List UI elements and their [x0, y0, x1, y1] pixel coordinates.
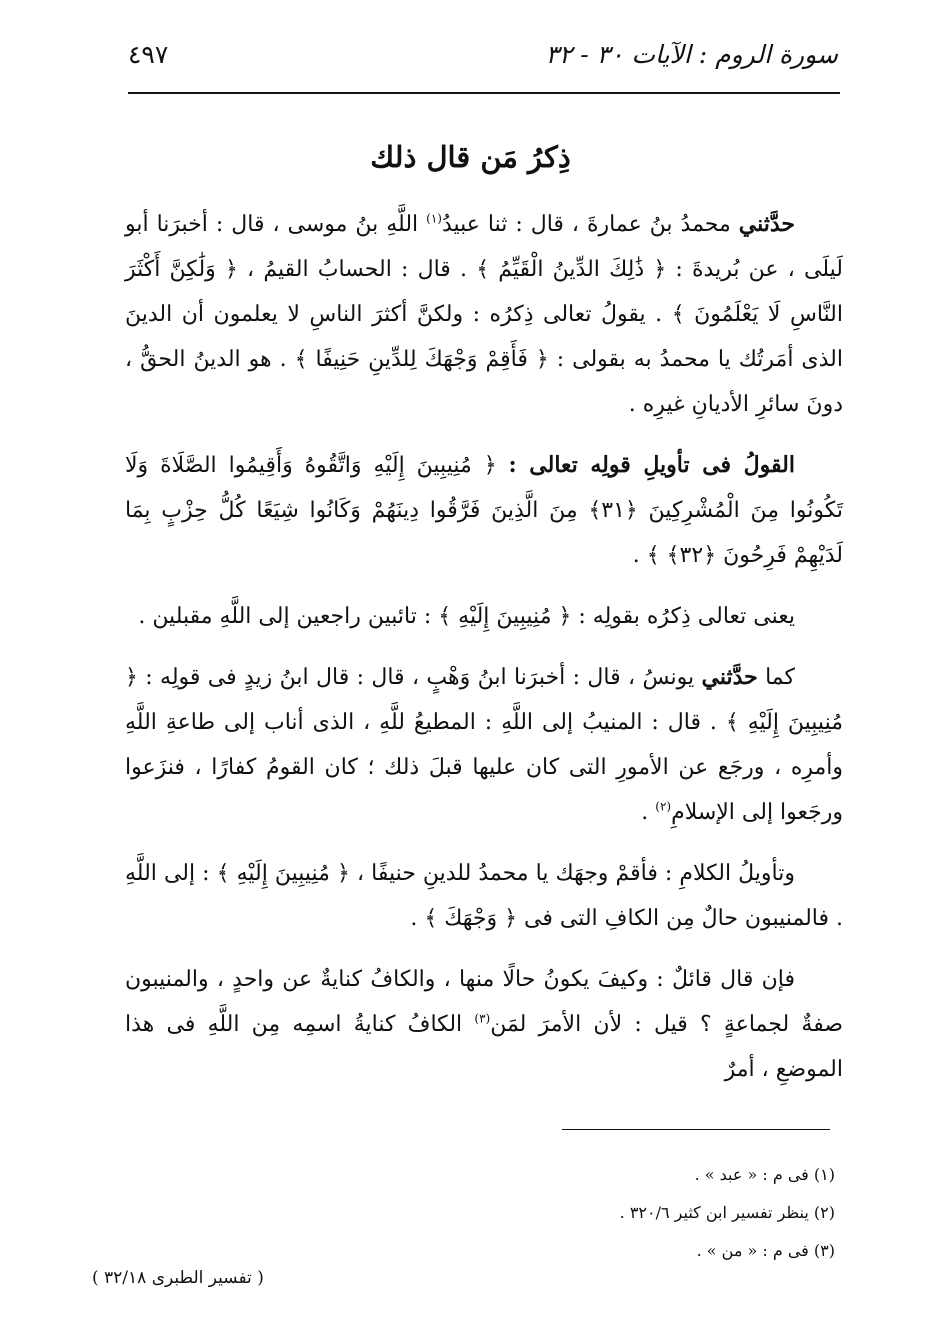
verse-heading: القولُ فى تأويلِ قولِه تعالى : — [508, 452, 795, 478]
paragraph-1 — [125, 202, 843, 427]
footnote-marker-3: (٣) — [474, 1011, 491, 1026]
quran-quote: ﴿ مُنِيبِينَ إِلَيْهِ ﴾ — [216, 861, 350, 886]
header-divider — [128, 92, 840, 94]
text-run: . — [632, 543, 647, 568]
text-run: يونسُ ، قال : أخبرَنا ابنُ وَهْبٍ ، قال : قال ابنُ زيدٍ فى قولِه : — [137, 665, 702, 690]
paragraph-6 — [125, 957, 843, 1092]
text-run: : تائبين راجعين إلى اللَّهِ مقبلين . — [138, 604, 439, 629]
text-run: . قال : الحسابُ القيمُ ، — [237, 257, 477, 282]
quran-quote: ﴿ وَجْهَكَ ﴾ — [424, 906, 518, 931]
paragraph-2 — [125, 443, 843, 578]
body-text — [125, 202, 843, 1092]
text-run: فإن قال قائلٌ : وكيفَ يكونُ حالًا منها ، والكافُ كنايةٌ عن واحدٍ ، والمنيبون صفةٌ لجماعةٍ ؟ قيل : لأن الأمرَ لمَن — [125, 967, 843, 1037]
paragraph-5 — [125, 851, 843, 941]
footnotes — [400, 1156, 835, 1270]
quran-quote: ﴿ مُنِيبِينَ إِلَيْهِ ﴾ — [438, 604, 572, 629]
footnote-2: (٢) ينظر تفسير ابن كثير ٣٢٠/٦ . — [619, 1203, 835, 1222]
footnote-marker-2: (٢) — [655, 799, 672, 814]
footnote-1: (١) فى م : « عبد » . — [694, 1165, 835, 1184]
quran-quote: ﴿ مُنِيبِينَ إِلَيْهِ ﴾ — [125, 665, 843, 735]
quran-quote: ﴿ ذَٰلِكَ الدِّينُ الْقَيِّمُ ﴾ — [476, 257, 667, 282]
text-run: محمدُ بنُ عمارةَ ، قال : ثنا عبيدُ — [441, 212, 739, 237]
text-run: الكافُ كنايةُ اسمِه مِن اللَّهِ فى هذا الموضعِ ، أمرٌ — [125, 1012, 843, 1082]
section-heading: ذِكرُ مَن قال ذلك — [370, 140, 571, 174]
text-run: . — [641, 800, 656, 825]
text-run: . — [410, 906, 425, 931]
paragraph-4 — [125, 655, 843, 835]
page-header — [128, 38, 838, 90]
paragraph-3 — [125, 594, 843, 639]
text-run: . يقولُ تعالى ذِكرُه : ولكنَّ أكثرَ الناسِ لا يعلمون أن الدينَ الذى أمَرتُك يا محمدُ به بقولى : — [125, 302, 843, 372]
text-run: : إلى اللَّهِ . فالمنيبون حالٌ مِن الكافِ التى فى — [125, 861, 843, 931]
footnote-marker-1: (١) — [426, 211, 442, 226]
text-run: . قال : المنيبُ إلى اللَّهِ : المطيعُ للَّهِ ، الذى أناب إلى طاعةِ اللَّهِ وأمرِه ، ورجَع عن الأمورِ التى كان عليها قبلَ ذلك ؛ كان القومُ كفارًا ، فنزَعوا ورجَعوا إلى الإسلامِ — [125, 710, 844, 825]
narration-lead: حدَّثني — [701, 664, 758, 690]
page-signature: ( تفسير الطبرى ٣٢/١٨ ) — [92, 1268, 264, 1288]
footnote-3: (٣) فى م : « من » . — [696, 1241, 835, 1260]
page-number: ٤٩٧ — [128, 40, 169, 69]
quran-quote: ﴿ فَأَقِمْ وَجْهَكَ لِلدِّينِ حَنِيفًا ﴾ — [294, 347, 549, 372]
quran-quote: ﴿ وَلَٰكِنَّ أَكْثَرَ النَّاسِ لَا يَعْلَمُونَ ﴾ — [125, 257, 843, 327]
text-run: اللَّهِ بنُ موسى ، قال : أخبرَنا أبو لَيلَى ، عن بُريدةَ : — [125, 212, 843, 282]
text-run: وتأويلُ الكلامِ : فأقمْ وجهَك يا محمدُ للدينِ حنيفًا ، — [349, 861, 795, 886]
text-run: كما — [757, 665, 795, 690]
narration-lead: حدَّثني — [738, 211, 795, 237]
running-title: سورة الروم : الآيات ٣٠ - ٣٢ — [545, 40, 838, 69]
text-run: يعنى تعالى ذِكرُه بقولِه : — [571, 604, 795, 629]
text-run: . هو الدينُ الحقُّ ، دونَ سائرِ الأديانِ غيرِه . — [125, 347, 843, 417]
quran-quote: ﴿ مُنِيبِينَ إِلَيْهِ وَاتَّقُوهُ وَأَقِيمُوا الصَّلَاةَ وَلَا تَكُونُوا مِنَ الْمُشْرِكِينَ ﴿٣١﴾ مِنَ الَّذِينَ فَرَّقُوا دِينَهُمْ وَكَانُوا شِيَعًا كُلُّ حِزْبٍ بِمَا لَدَيْهِمْ فَرِحُونَ ﴿٣٢﴾ ﴾ — [125, 453, 843, 568]
footnote-divider — [562, 1129, 830, 1130]
